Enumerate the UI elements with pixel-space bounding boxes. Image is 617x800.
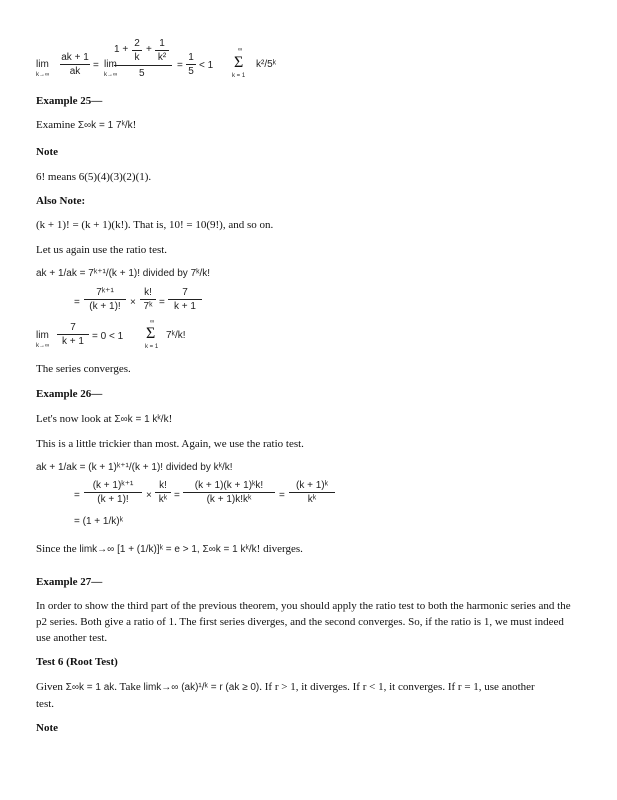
example-26-heading: Example 26—: [36, 388, 103, 400]
sum-term: 7ᵏ/k!: [166, 330, 186, 341]
ratio-test-text: Let us again use the ratio test.: [36, 244, 168, 256]
result-text: = 0 < 1: [92, 331, 124, 342]
equals-sign: =: [74, 490, 80, 501]
since-text: Since the limk→∞ [1 + (1/k)]ᵏ = e > 1, Σ∞k = 1 kᵏ/k! diverges.: [36, 543, 303, 555]
ratio-line: ak + 1/ak = 7ᵏ⁺¹/(k + 1)! divided by 7ᵏ/k!: [36, 268, 211, 279]
sum-lower: k = 1: [232, 73, 246, 79]
less-than-one: < 1: [199, 60, 214, 71]
lim-label: lim: [36, 330, 49, 341]
fraction-c: $\frac{\text{(k + 1)(k + 1)ᵏk!}}{\text{(k + 1)k!kᵏ}}$: [183, 480, 275, 505]
note-heading: Note: [36, 146, 58, 158]
fraction-d: $\frac{\text{(k + 1)ᵏ}}{\text{kᵏ}}$: [289, 480, 335, 505]
sum-term: k²/5ᵏ: [256, 59, 277, 70]
example-25-heading: Example 25—: [36, 95, 103, 107]
converges-text: The series converges.: [36, 363, 131, 375]
ratio-line: ak + 1/ak = (k + 1)ᵏ⁺¹/(k + 1)! divided by kᵏ/k!: [36, 462, 233, 473]
test-6-heading: Test 6 (Root Test): [36, 656, 118, 668]
equals-sign: =: [159, 297, 165, 308]
root-test-line: Given Σ∞k = 1 ak. Take limk→∞ (ak)¹/ᵏ = r (ak ≥ 0). If r > 1, it diverges. If r < 1, it converges. If r = 1, use another: [36, 681, 535, 693]
equals-sign: =: [177, 60, 183, 71]
sum-upper: ∞: [150, 319, 155, 325]
lim-label: lim: [104, 59, 117, 70]
equals-sign: =: [279, 490, 285, 501]
sigma-icon: Σ: [234, 54, 244, 71]
equals-sign: =: [174, 490, 180, 501]
lim-subscript: k→∞: [36, 72, 50, 78]
simplified-line: = (1 + 1/k)ᵏ: [74, 516, 123, 527]
one-fifth: $\frac{1}{5}$: [186, 52, 196, 77]
limit-expression: limk→∞ [1 + (1/k)]ᵏ = e > 1, Σ∞k = 1 kᵏ/k: [79, 544, 257, 555]
also-note-heading: Also Note:: [36, 195, 86, 207]
one-over-k-squared: $\frac{1}{\text{k²}}$: [155, 38, 169, 63]
root-test-line-2: test.: [36, 698, 55, 710]
example-25-text: Examine Σ∞k = 1 7ᵏ/k!: [36, 119, 137, 131]
series-expression: Σ∞k = 1 kᵏ/k: [114, 414, 169, 425]
sigma-icon: Σ: [146, 325, 156, 342]
note-heading-2: Note: [36, 722, 58, 734]
fraction-d: $\frac{7}{k + 1}$: [57, 322, 89, 347]
limit-expression: limk→∞ (ak)¹/ᵏ = r (ak ≥ 0): [143, 682, 260, 693]
big-denominator: 5: [139, 68, 145, 79]
lim-subscript: k→∞: [36, 343, 50, 349]
fraction-b: $\frac{k!}{\text{kᵏ}}$: [155, 480, 171, 505]
fraction-b: $\frac{k!}{\text{7ᵏ}}$: [140, 287, 156, 312]
big-num-lead: 1 +: [114, 44, 129, 55]
fraction-c: $\frac{7}{k + 1}$: [168, 287, 202, 312]
equals-sign: =: [93, 60, 99, 71]
series-expression: Σ∞k = 1 ak: [65, 682, 115, 693]
lim-subscript: k→∞: [104, 72, 118, 78]
sum-upper: ∞: [238, 47, 243, 53]
times-sign: ×: [130, 297, 136, 308]
ratio-fraction: $\frac{ak + 1}{ak}$: [61, 52, 89, 77]
series-expression: Σ∞k = 1 7ᵏ/k: [77, 120, 133, 131]
fraction-a: $\frac{\text{(k + 1)ᵏ⁺¹}}{(k + 1)!}$: [84, 480, 142, 505]
example-27-paragraph: In order to show the third part of the previous theorem, you should apply the ratio test to both the harmonic series and the p2 series. Both give a ratio of 1. The first series diverges, and the second converges. So, if the ratio is 1, we must indeed use another test.: [36, 600, 571, 644]
example-27-heading: Example 27—: [36, 576, 103, 588]
note-text: 6! means 6(5)(4)(3)(2)(1).: [36, 171, 152, 183]
trickier-text: This is a little trickier than most. Again, we use the ratio test.: [36, 438, 304, 450]
example-26-text: Let's now look at Σ∞k = 1 kᵏ/k!: [36, 413, 173, 425]
sum-lower: k = 1: [145, 344, 159, 350]
also-note-text: (k + 1)! = (k + 1)(k!). That is, 10! = 10(9!), and so on.: [36, 219, 274, 231]
two-over-k: $\frac{2}{k}$: [132, 38, 142, 63]
equals-sign: =: [74, 297, 80, 308]
lim-label: lim: [36, 59, 49, 70]
fraction-a: $\frac{\text{7ᵏ⁺¹}}{(k + 1)!}$: [84, 287, 126, 312]
plus-sign: +: [146, 44, 152, 55]
fraction-bar: [114, 65, 172, 66]
times-sign: ×: [146, 490, 152, 501]
